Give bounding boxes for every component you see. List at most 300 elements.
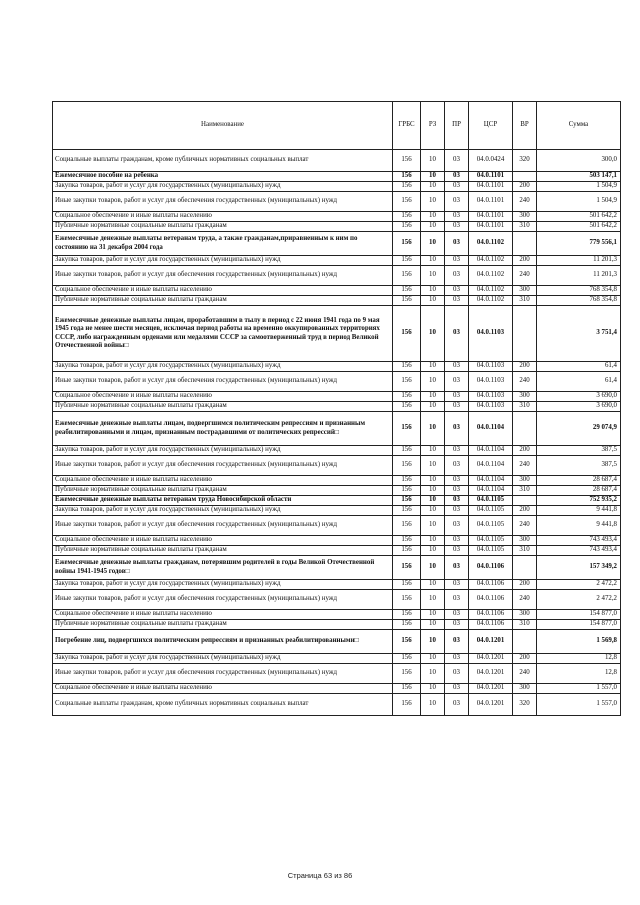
row-csr-cell: 04.0.1102 bbox=[469, 256, 513, 266]
header-vr: ВР bbox=[513, 102, 537, 150]
row-name-cell: Закупка товаров, работ и услуг для государственных (муниципальных) нужд bbox=[53, 182, 393, 192]
row-grbs-cell: 156 bbox=[393, 286, 421, 296]
row-grbs-cell: 156 bbox=[393, 232, 421, 256]
row-rz-cell: 10 bbox=[421, 266, 445, 286]
row-grbs-cell: 156 bbox=[393, 446, 421, 456]
table-row bbox=[53, 412, 621, 446]
row-rz-cell: 10 bbox=[421, 306, 445, 362]
row-grbs-cell: 156 bbox=[393, 392, 421, 402]
row-sum-cell: 2 472,2 bbox=[537, 580, 621, 590]
row-pr-cell: 03 bbox=[445, 392, 469, 402]
table-row bbox=[53, 222, 621, 232]
row-pr-cell: 03 bbox=[445, 232, 469, 256]
row-rz-cell: 10 bbox=[421, 296, 445, 306]
row-vr-cell bbox=[513, 232, 537, 256]
table-row bbox=[53, 684, 621, 694]
row-sum-cell: 387,5 bbox=[537, 456, 621, 476]
row-grbs-cell: 156 bbox=[393, 694, 421, 716]
row-vr-cell: 320 bbox=[513, 150, 537, 172]
table-row bbox=[53, 296, 621, 306]
row-vr-cell: 200 bbox=[513, 182, 537, 192]
row-pr-cell: 03 bbox=[445, 556, 469, 580]
row-sum-cell: 61,4 bbox=[537, 362, 621, 372]
row-vr-cell: 310 bbox=[513, 402, 537, 412]
row-pr-cell: 03 bbox=[445, 256, 469, 266]
row-csr-cell: 04.0.1105 bbox=[469, 506, 513, 516]
row-rz-cell: 10 bbox=[421, 546, 445, 556]
row-sum-cell: 2 472,2 bbox=[537, 590, 621, 610]
row-name-cell: Ежемесячные денежные выплаты ветеранам труда Новосибирской области bbox=[53, 496, 393, 506]
row-grbs-cell: 156 bbox=[393, 306, 421, 362]
table-row bbox=[53, 496, 621, 506]
row-pr-cell: 03 bbox=[445, 580, 469, 590]
row-name-cell: Иные закупки товаров, работ и услуг для обеспечения государственных (муниципальных) нужд bbox=[53, 590, 393, 610]
row-name-cell: Иные закупки товаров, работ и услуг для обеспечения государственных (муниципальных) нужд bbox=[53, 372, 393, 392]
table-row bbox=[53, 516, 621, 536]
row-name-cell: Закупка товаров, работ и услуг для государственных (муниципальных) нужд bbox=[53, 506, 393, 516]
row-sum-cell: 3 690,0 bbox=[537, 402, 621, 412]
row-vr-cell: 200 bbox=[513, 446, 537, 456]
row-rz-cell: 10 bbox=[421, 372, 445, 392]
row-pr-cell: 03 bbox=[445, 150, 469, 172]
row-sum-cell: 1 569,8 bbox=[537, 630, 621, 654]
row-sum-cell: 1 504,9 bbox=[537, 182, 621, 192]
row-csr-cell: 04.0.1105 bbox=[469, 516, 513, 536]
row-vr-cell: 240 bbox=[513, 590, 537, 610]
row-pr-cell: 03 bbox=[445, 372, 469, 392]
table-row bbox=[53, 192, 621, 212]
row-vr-cell: 200 bbox=[513, 654, 537, 664]
table-row bbox=[53, 580, 621, 590]
row-csr-cell: 04.0.0424 bbox=[469, 150, 513, 172]
row-csr-cell: 04.0.1102 bbox=[469, 266, 513, 286]
row-grbs-cell: 156 bbox=[393, 590, 421, 610]
row-pr-cell: 03 bbox=[445, 486, 469, 496]
row-pr-cell: 03 bbox=[445, 516, 469, 536]
table-row bbox=[53, 486, 621, 496]
budget-table bbox=[52, 101, 621, 716]
row-name-cell: Публичные нормативные социальные выплаты гражданам bbox=[53, 222, 393, 232]
row-pr-cell: 03 bbox=[445, 620, 469, 630]
row-name-cell: Ежемесячные денежные выплаты гражданам, потерявшим родителей в годы Великой Отечественной войны 1941-1945 годов□ bbox=[53, 556, 393, 580]
row-name-cell: Иные закупки товаров, работ и услуг для обеспечения государственных (муниципальных) нужд bbox=[53, 456, 393, 476]
row-vr-cell: 300 bbox=[513, 610, 537, 620]
row-pr-cell: 03 bbox=[445, 476, 469, 486]
table-row bbox=[53, 182, 621, 192]
row-sum-cell: 154 877,0 bbox=[537, 610, 621, 620]
row-sum-cell: 28 687,4 bbox=[537, 486, 621, 496]
row-csr-cell: 04.0.1101 bbox=[469, 182, 513, 192]
row-rz-cell: 10 bbox=[421, 654, 445, 664]
table-row bbox=[53, 446, 621, 456]
row-rz-cell: 10 bbox=[421, 150, 445, 172]
row-rz-cell: 10 bbox=[421, 446, 445, 456]
row-vr-cell: 300 bbox=[513, 392, 537, 402]
row-csr-cell: 04.0.1106 bbox=[469, 590, 513, 610]
table-row bbox=[53, 590, 621, 610]
row-rz-cell: 10 bbox=[421, 590, 445, 610]
table-header-row bbox=[53, 102, 621, 150]
row-name-cell: Публичные нормативные социальные выплаты гражданам bbox=[53, 546, 393, 556]
row-name-cell: Социальное обеспечение и иные выплаты населению bbox=[53, 476, 393, 486]
row-grbs-cell: 156 bbox=[393, 192, 421, 212]
row-name-cell: Социальные выплаты гражданам, кроме публичных нормативных социальных выплат bbox=[53, 150, 393, 172]
row-vr-cell: 310 bbox=[513, 222, 537, 232]
row-pr-cell: 03 bbox=[445, 412, 469, 446]
row-csr-cell: 04.0.1106 bbox=[469, 610, 513, 620]
row-grbs-cell: 156 bbox=[393, 150, 421, 172]
row-rz-cell: 10 bbox=[421, 556, 445, 580]
row-grbs-cell: 156 bbox=[393, 256, 421, 266]
row-pr-cell: 03 bbox=[445, 664, 469, 684]
row-csr-cell: 04.0.1102 bbox=[469, 296, 513, 306]
header-sum: Сумма bbox=[537, 102, 621, 150]
row-sum-cell: 3 751,4 bbox=[537, 306, 621, 362]
row-vr-cell: 300 bbox=[513, 476, 537, 486]
row-sum-cell: 154 877,0 bbox=[537, 620, 621, 630]
row-vr-cell bbox=[513, 172, 537, 182]
row-vr-cell: 200 bbox=[513, 256, 537, 266]
row-name-cell: Социальное обеспечение и иные выплаты населению bbox=[53, 536, 393, 546]
row-vr-cell: 200 bbox=[513, 362, 537, 372]
page-footer bbox=[0, 871, 640, 880]
row-name-cell: Публичные нормативные социальные выплаты гражданам bbox=[53, 486, 393, 496]
table-row bbox=[53, 306, 621, 362]
table-row bbox=[53, 232, 621, 256]
row-name-cell: Ежемесячные денежные выплаты ветеранам труда, а также гражданам,приравненным к ним по состоянию на 31 декабря 2004 года bbox=[53, 232, 393, 256]
row-grbs-cell: 156 bbox=[393, 556, 421, 580]
row-grbs-cell: 156 bbox=[393, 506, 421, 516]
row-sum-cell: 1 557,0 bbox=[537, 694, 621, 716]
row-grbs-cell: 156 bbox=[393, 296, 421, 306]
table-row bbox=[53, 172, 621, 182]
row-rz-cell: 10 bbox=[421, 496, 445, 506]
row-rz-cell: 10 bbox=[421, 536, 445, 546]
row-pr-cell: 03 bbox=[445, 506, 469, 516]
row-csr-cell: 04.0.1201 bbox=[469, 694, 513, 716]
row-grbs-cell: 156 bbox=[393, 362, 421, 372]
row-rz-cell: 10 bbox=[421, 476, 445, 486]
row-vr-cell bbox=[513, 412, 537, 446]
row-grbs-cell: 156 bbox=[393, 486, 421, 496]
row-grbs-cell: 156 bbox=[393, 664, 421, 684]
table-row bbox=[53, 456, 621, 476]
row-sum-cell: 503 147,1 bbox=[537, 172, 621, 182]
row-grbs-cell: 156 bbox=[393, 580, 421, 590]
row-pr-cell: 03 bbox=[445, 536, 469, 546]
table-row bbox=[53, 476, 621, 486]
row-pr-cell: 03 bbox=[445, 192, 469, 212]
header-pr: ПР bbox=[445, 102, 469, 150]
row-csr-cell: 04.0.1101 bbox=[469, 192, 513, 212]
row-vr-cell: 310 bbox=[513, 620, 537, 630]
row-csr-cell: 04.0.1104 bbox=[469, 456, 513, 476]
table-row bbox=[53, 372, 621, 392]
row-name-cell: Ежемесячные денежные выплаты лицам, подвергшимся политическим репрессиям и признанным реабилитированными и лицам, признанным пострадавшими от политических репрессий□ bbox=[53, 412, 393, 446]
row-csr-cell: 04.0.1103 bbox=[469, 402, 513, 412]
row-rz-cell: 10 bbox=[421, 664, 445, 684]
row-name-cell: Иные закупки товаров, работ и услуг для обеспечения государственных (муниципальных) нужд bbox=[53, 192, 393, 212]
row-sum-cell: 29 074,9 bbox=[537, 412, 621, 446]
row-rz-cell: 10 bbox=[421, 392, 445, 402]
row-grbs-cell: 156 bbox=[393, 212, 421, 222]
row-name-cell: Социальное обеспечение и иные выплаты населению bbox=[53, 684, 393, 694]
row-sum-cell: 28 687,4 bbox=[537, 476, 621, 486]
row-rz-cell: 10 bbox=[421, 684, 445, 694]
row-vr-cell bbox=[513, 556, 537, 580]
table-row bbox=[53, 620, 621, 630]
row-grbs-cell: 156 bbox=[393, 684, 421, 694]
row-vr-cell: 240 bbox=[513, 192, 537, 212]
row-grbs-cell: 156 bbox=[393, 456, 421, 476]
row-vr-cell: 310 bbox=[513, 546, 537, 556]
row-rz-cell: 10 bbox=[421, 362, 445, 372]
row-pr-cell: 03 bbox=[445, 306, 469, 362]
row-grbs-cell: 156 bbox=[393, 546, 421, 556]
row-grbs-cell: 156 bbox=[393, 412, 421, 446]
row-vr-cell bbox=[513, 306, 537, 362]
row-csr-cell: 04.0.1201 bbox=[469, 654, 513, 664]
row-rz-cell: 10 bbox=[421, 222, 445, 232]
row-sum-cell: 157 349,2 bbox=[537, 556, 621, 580]
row-name-cell: Ежемесячные денежные выплаты лицам, проработавшим в тылу в период с 22 июня 1941 года по 9 мая 1945 года не менее шести месяцев, исключая период работы на временно оккупированных территориях СССР, либо награжденным орденами или медалями СССР за самоотверженный труд в период Великой Отечественной войны□ bbox=[53, 306, 393, 362]
table-row bbox=[53, 664, 621, 684]
row-vr-cell: 320 bbox=[513, 694, 537, 716]
row-vr-cell bbox=[513, 630, 537, 654]
row-csr-cell: 04.0.1102 bbox=[469, 286, 513, 296]
row-csr-cell: 04.0.1104 bbox=[469, 476, 513, 486]
row-pr-cell: 03 bbox=[445, 694, 469, 716]
row-vr-cell: 200 bbox=[513, 580, 537, 590]
row-sum-cell: 779 556,1 bbox=[537, 232, 621, 256]
row-grbs-cell: 156 bbox=[393, 630, 421, 654]
row-name-cell: Социальное обеспечение и иные выплаты населению bbox=[53, 212, 393, 222]
row-pr-cell: 03 bbox=[445, 222, 469, 232]
row-name-cell: Закупка товаров, работ и услуг для государственных (муниципальных) нужд bbox=[53, 256, 393, 266]
row-vr-cell: 310 bbox=[513, 296, 537, 306]
row-sum-cell: 3 690,0 bbox=[537, 392, 621, 402]
table-body bbox=[53, 150, 621, 716]
row-csr-cell: 04.0.1103 bbox=[469, 372, 513, 392]
row-rz-cell: 10 bbox=[421, 172, 445, 182]
row-name-cell: Иные закупки товаров, работ и услуг для обеспечения государственных (муниципальных) нужд bbox=[53, 664, 393, 684]
table-row bbox=[53, 362, 621, 372]
row-csr-cell: 04.0.1105 bbox=[469, 546, 513, 556]
row-pr-cell: 03 bbox=[445, 182, 469, 192]
row-vr-cell: 310 bbox=[513, 486, 537, 496]
row-rz-cell: 10 bbox=[421, 212, 445, 222]
row-rz-cell: 10 bbox=[421, 630, 445, 654]
row-sum-cell: 11 201,3 bbox=[537, 256, 621, 266]
row-sum-cell: 300,0 bbox=[537, 150, 621, 172]
row-csr-cell: 04.0.1102 bbox=[469, 232, 513, 256]
row-sum-cell: 501 642,2 bbox=[537, 212, 621, 222]
row-grbs-cell: 156 bbox=[393, 172, 421, 182]
row-name-cell: Публичные нормативные социальные выплаты гражданам bbox=[53, 296, 393, 306]
header-grbs: ГРБС bbox=[393, 102, 421, 150]
row-csr-cell: 04.0.1104 bbox=[469, 486, 513, 496]
row-name-cell: Погребение лиц, подвергшихся политическим репрессиям и признанных реабилитированными□ bbox=[53, 630, 393, 654]
row-sum-cell: 1 504,9 bbox=[537, 192, 621, 212]
row-name-cell: Ежемесячное пособие на ребенка bbox=[53, 172, 393, 182]
table-row bbox=[53, 212, 621, 222]
page-number: Страница 63 из 86 bbox=[287, 871, 353, 880]
row-pr-cell: 03 bbox=[445, 286, 469, 296]
row-csr-cell: 04.0.1101 bbox=[469, 222, 513, 232]
row-grbs-cell: 156 bbox=[393, 610, 421, 620]
table-row bbox=[53, 266, 621, 286]
row-grbs-cell: 156 bbox=[393, 266, 421, 286]
row-csr-cell: 04.0.1103 bbox=[469, 306, 513, 362]
row-vr-cell: 240 bbox=[513, 516, 537, 536]
row-grbs-cell: 156 bbox=[393, 372, 421, 392]
row-name-cell: Закупка товаров, работ и услуг для государственных (муниципальных) нужд bbox=[53, 580, 393, 590]
row-rz-cell: 10 bbox=[421, 402, 445, 412]
row-rz-cell: 10 bbox=[421, 506, 445, 516]
row-name-cell: Социальные выплаты гражданам, кроме публичных нормативных социальных выплат bbox=[53, 694, 393, 716]
table-row bbox=[53, 654, 621, 664]
row-csr-cell: 04.0.1106 bbox=[469, 556, 513, 580]
row-grbs-cell: 156 bbox=[393, 620, 421, 630]
row-pr-cell: 03 bbox=[445, 456, 469, 476]
row-name-cell: Закупка товаров, работ и услуг для государственных (муниципальных) нужд bbox=[53, 362, 393, 372]
row-rz-cell: 10 bbox=[421, 256, 445, 266]
table-row bbox=[53, 536, 621, 546]
row-rz-cell: 10 bbox=[421, 620, 445, 630]
row-pr-cell: 03 bbox=[445, 362, 469, 372]
row-sum-cell: 9 441,8 bbox=[537, 506, 621, 516]
row-sum-cell: 768 354,8 bbox=[537, 286, 621, 296]
row-rz-cell: 10 bbox=[421, 516, 445, 536]
row-csr-cell: 04.0.1201 bbox=[469, 630, 513, 654]
row-csr-cell: 04.0.1201 bbox=[469, 664, 513, 684]
row-csr-cell: 04.0.1201 bbox=[469, 684, 513, 694]
row-sum-cell: 743 493,4 bbox=[537, 546, 621, 556]
row-grbs-cell: 156 bbox=[393, 516, 421, 536]
row-rz-cell: 10 bbox=[421, 232, 445, 256]
row-vr-cell bbox=[513, 496, 537, 506]
row-name-cell: Публичные нормативные социальные выплаты гражданам bbox=[53, 620, 393, 630]
row-rz-cell: 10 bbox=[421, 694, 445, 716]
header-csr: ЦСР bbox=[469, 102, 513, 150]
row-csr-cell: 04.0.1105 bbox=[469, 496, 513, 506]
header-rz: РЗ bbox=[421, 102, 445, 150]
row-sum-cell: 12,8 bbox=[537, 664, 621, 684]
row-csr-cell: 04.0.1101 bbox=[469, 172, 513, 182]
row-vr-cell: 240 bbox=[513, 456, 537, 476]
row-sum-cell: 1 557,0 bbox=[537, 684, 621, 694]
row-sum-cell: 501 642,2 bbox=[537, 222, 621, 232]
row-name-cell: Закупка товаров, работ и услуг для государственных (муниципальных) нужд bbox=[53, 446, 393, 456]
row-grbs-cell: 156 bbox=[393, 402, 421, 412]
row-pr-cell: 03 bbox=[445, 654, 469, 664]
row-csr-cell: 04.0.1106 bbox=[469, 620, 513, 630]
row-rz-cell: 10 bbox=[421, 192, 445, 212]
row-csr-cell: 04.0.1103 bbox=[469, 362, 513, 372]
row-rz-cell: 10 bbox=[421, 610, 445, 620]
row-rz-cell: 10 bbox=[421, 580, 445, 590]
row-vr-cell: 300 bbox=[513, 684, 537, 694]
row-csr-cell: 04.0.1106 bbox=[469, 580, 513, 590]
row-name-cell: Иные закупки товаров, работ и услуг для обеспечения государственных (муниципальных) нужд bbox=[53, 266, 393, 286]
row-pr-cell: 03 bbox=[445, 402, 469, 412]
row-vr-cell: 300 bbox=[513, 212, 537, 222]
row-name-cell: Закупка товаров, работ и услуг для государственных (муниципальных) нужд bbox=[53, 654, 393, 664]
row-grbs-cell: 156 bbox=[393, 654, 421, 664]
table-row bbox=[53, 546, 621, 556]
row-vr-cell: 240 bbox=[513, 266, 537, 286]
row-vr-cell: 200 bbox=[513, 506, 537, 516]
table-row bbox=[53, 506, 621, 516]
row-name-cell: Социальное обеспечение и иные выплаты населению bbox=[53, 610, 393, 620]
row-vr-cell: 300 bbox=[513, 536, 537, 546]
row-vr-cell: 300 bbox=[513, 286, 537, 296]
row-rz-cell: 10 bbox=[421, 456, 445, 476]
row-pr-cell: 03 bbox=[445, 212, 469, 222]
row-vr-cell: 240 bbox=[513, 664, 537, 684]
row-grbs-cell: 156 bbox=[393, 182, 421, 192]
row-rz-cell: 10 bbox=[421, 486, 445, 496]
row-sum-cell: 768 354,8 bbox=[537, 296, 621, 306]
row-csr-cell: 04.0.1104 bbox=[469, 446, 513, 456]
row-sum-cell: 9 441,8 bbox=[537, 516, 621, 536]
row-name-cell: Публичные нормативные социальные выплаты гражданам bbox=[53, 402, 393, 412]
row-sum-cell: 61,4 bbox=[537, 372, 621, 392]
row-name-cell: Иные закупки товаров, работ и услуг для обеспечения государственных (муниципальных) нужд bbox=[53, 516, 393, 536]
table-row bbox=[53, 286, 621, 296]
row-pr-cell: 03 bbox=[445, 630, 469, 654]
row-pr-cell: 03 bbox=[445, 610, 469, 620]
row-pr-cell: 03 bbox=[445, 446, 469, 456]
table-row bbox=[53, 150, 621, 172]
row-sum-cell: 11 201,3 bbox=[537, 266, 621, 286]
row-sum-cell: 752 935,2 bbox=[537, 496, 621, 506]
row-grbs-cell: 156 bbox=[393, 536, 421, 546]
row-pr-cell: 03 bbox=[445, 684, 469, 694]
row-grbs-cell: 156 bbox=[393, 222, 421, 232]
row-sum-cell: 743 493,4 bbox=[537, 536, 621, 546]
row-grbs-cell: 156 bbox=[393, 476, 421, 486]
row-vr-cell: 240 bbox=[513, 372, 537, 392]
row-pr-cell: 03 bbox=[445, 266, 469, 286]
row-rz-cell: 10 bbox=[421, 286, 445, 296]
table-row bbox=[53, 392, 621, 402]
row-csr-cell: 04.0.1103 bbox=[469, 392, 513, 402]
row-csr-cell: 04.0.1105 bbox=[469, 536, 513, 546]
row-rz-cell: 10 bbox=[421, 182, 445, 192]
row-name-cell: Социальное обеспечение и иные выплаты населению bbox=[53, 286, 393, 296]
table-row bbox=[53, 630, 621, 654]
table-row bbox=[53, 694, 621, 716]
row-csr-cell: 04.0.1101 bbox=[469, 212, 513, 222]
row-grbs-cell: 156 bbox=[393, 496, 421, 506]
row-csr-cell: 04.0.1104 bbox=[469, 412, 513, 446]
table-row bbox=[53, 256, 621, 266]
table-row bbox=[53, 402, 621, 412]
row-sum-cell: 387,5 bbox=[537, 446, 621, 456]
row-pr-cell: 03 bbox=[445, 296, 469, 306]
table-row bbox=[53, 610, 621, 620]
row-name-cell: Социальное обеспечение и иные выплаты населению bbox=[53, 392, 393, 402]
row-pr-cell: 03 bbox=[445, 590, 469, 610]
header-name: Наименование bbox=[53, 102, 393, 150]
row-pr-cell: 03 bbox=[445, 496, 469, 506]
row-pr-cell: 03 bbox=[445, 172, 469, 182]
row-sum-cell: 12,8 bbox=[537, 654, 621, 664]
table-row bbox=[53, 556, 621, 580]
row-pr-cell: 03 bbox=[445, 546, 469, 556]
row-rz-cell: 10 bbox=[421, 412, 445, 446]
